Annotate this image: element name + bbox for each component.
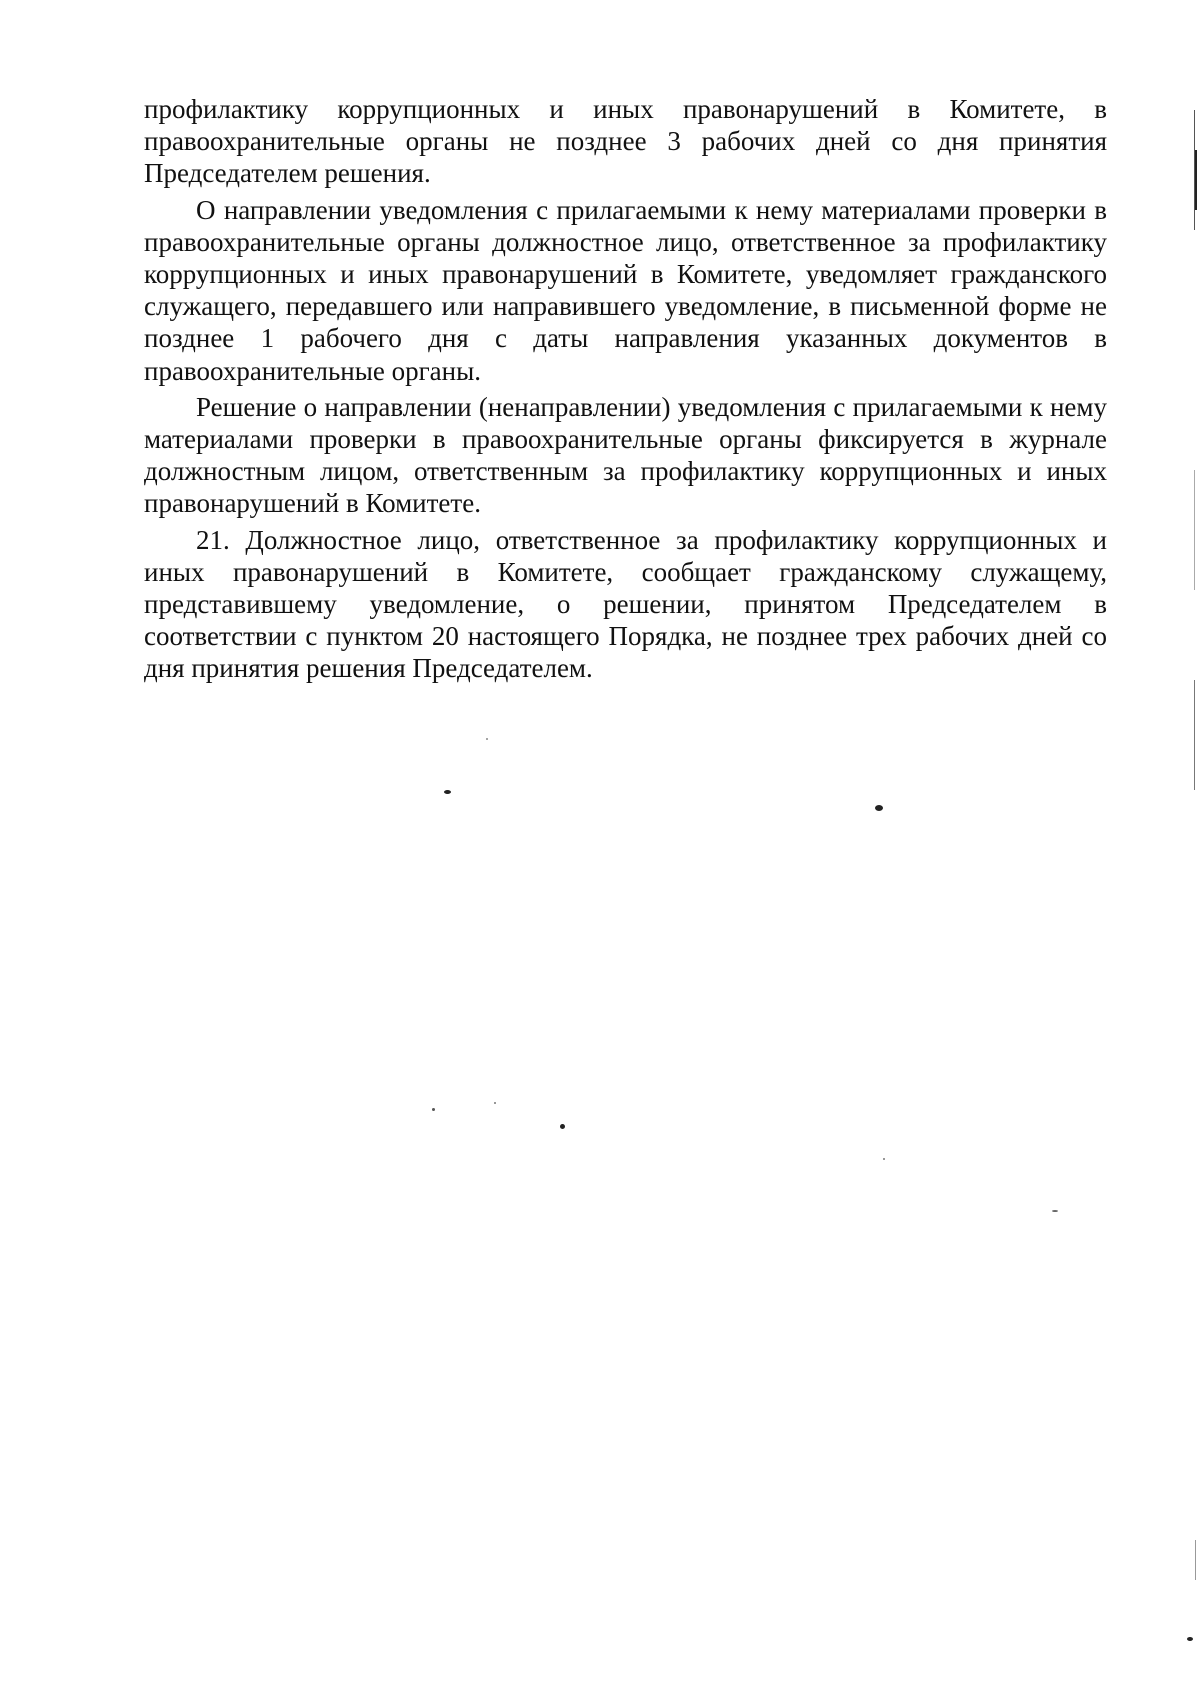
scan-speck (444, 790, 451, 794)
scan-edge-line (1195, 150, 1197, 210)
scan-speck (1187, 1637, 1193, 1641)
document-body (144, 93, 1107, 689)
paragraph-continuation: профилактику коррупционных и иных правонарушений в Комитете, в правоохранительные органы не позднее 3 рабочих дней со дня принятия Председателем решения. (144, 94, 1107, 189)
scan-speck (486, 738, 488, 740)
paragraph-notification-direction: О направлении уведомления с прилагаемыми к нему материалами проверки в правоохранительные органы должностное лицо, ответственное за профилактику коррупционных и иных правонарушений в Комитете, уведомляет гражданского служащего, передавшего или направившего уведомление, в письменной форме не позднее 1 рабочего дня с даты направления указанных документов в правоохранительные органы. (144, 194, 1107, 386)
scan-speck (560, 1124, 565, 1129)
paragraph-item-21: 21. Должностное лицо, ответственное за профилактику коррупционных и иных правонарушений в Комитете, сообщает гражданскому служащему, представившему уведомление, о решении, принятом Председателем в соответствии с пунктом 20 настоящего Порядка, не позднее трех рабочих дней со дня принятия решения Председателем. (144, 524, 1107, 684)
scan-edge-line (1194, 680, 1195, 790)
scan-speck (883, 1158, 885, 1160)
scan-edge-line (1194, 470, 1195, 590)
scan-speck (494, 1102, 496, 1104)
scan-edge-line (1195, 1540, 1196, 1580)
scan-speck (1052, 1210, 1058, 1212)
paragraph-decision-journal: Решение о направлении (ненаправлении) уведомления с прилагаемыми к нему материалами проверки в правоохранительные органы фиксируется в журнале должностным лицом, ответственным за профилактику коррупционных и иных правонарушений в Комитете. (144, 391, 1107, 519)
scan-speck (432, 1108, 435, 1111)
scan-speck (875, 805, 883, 811)
